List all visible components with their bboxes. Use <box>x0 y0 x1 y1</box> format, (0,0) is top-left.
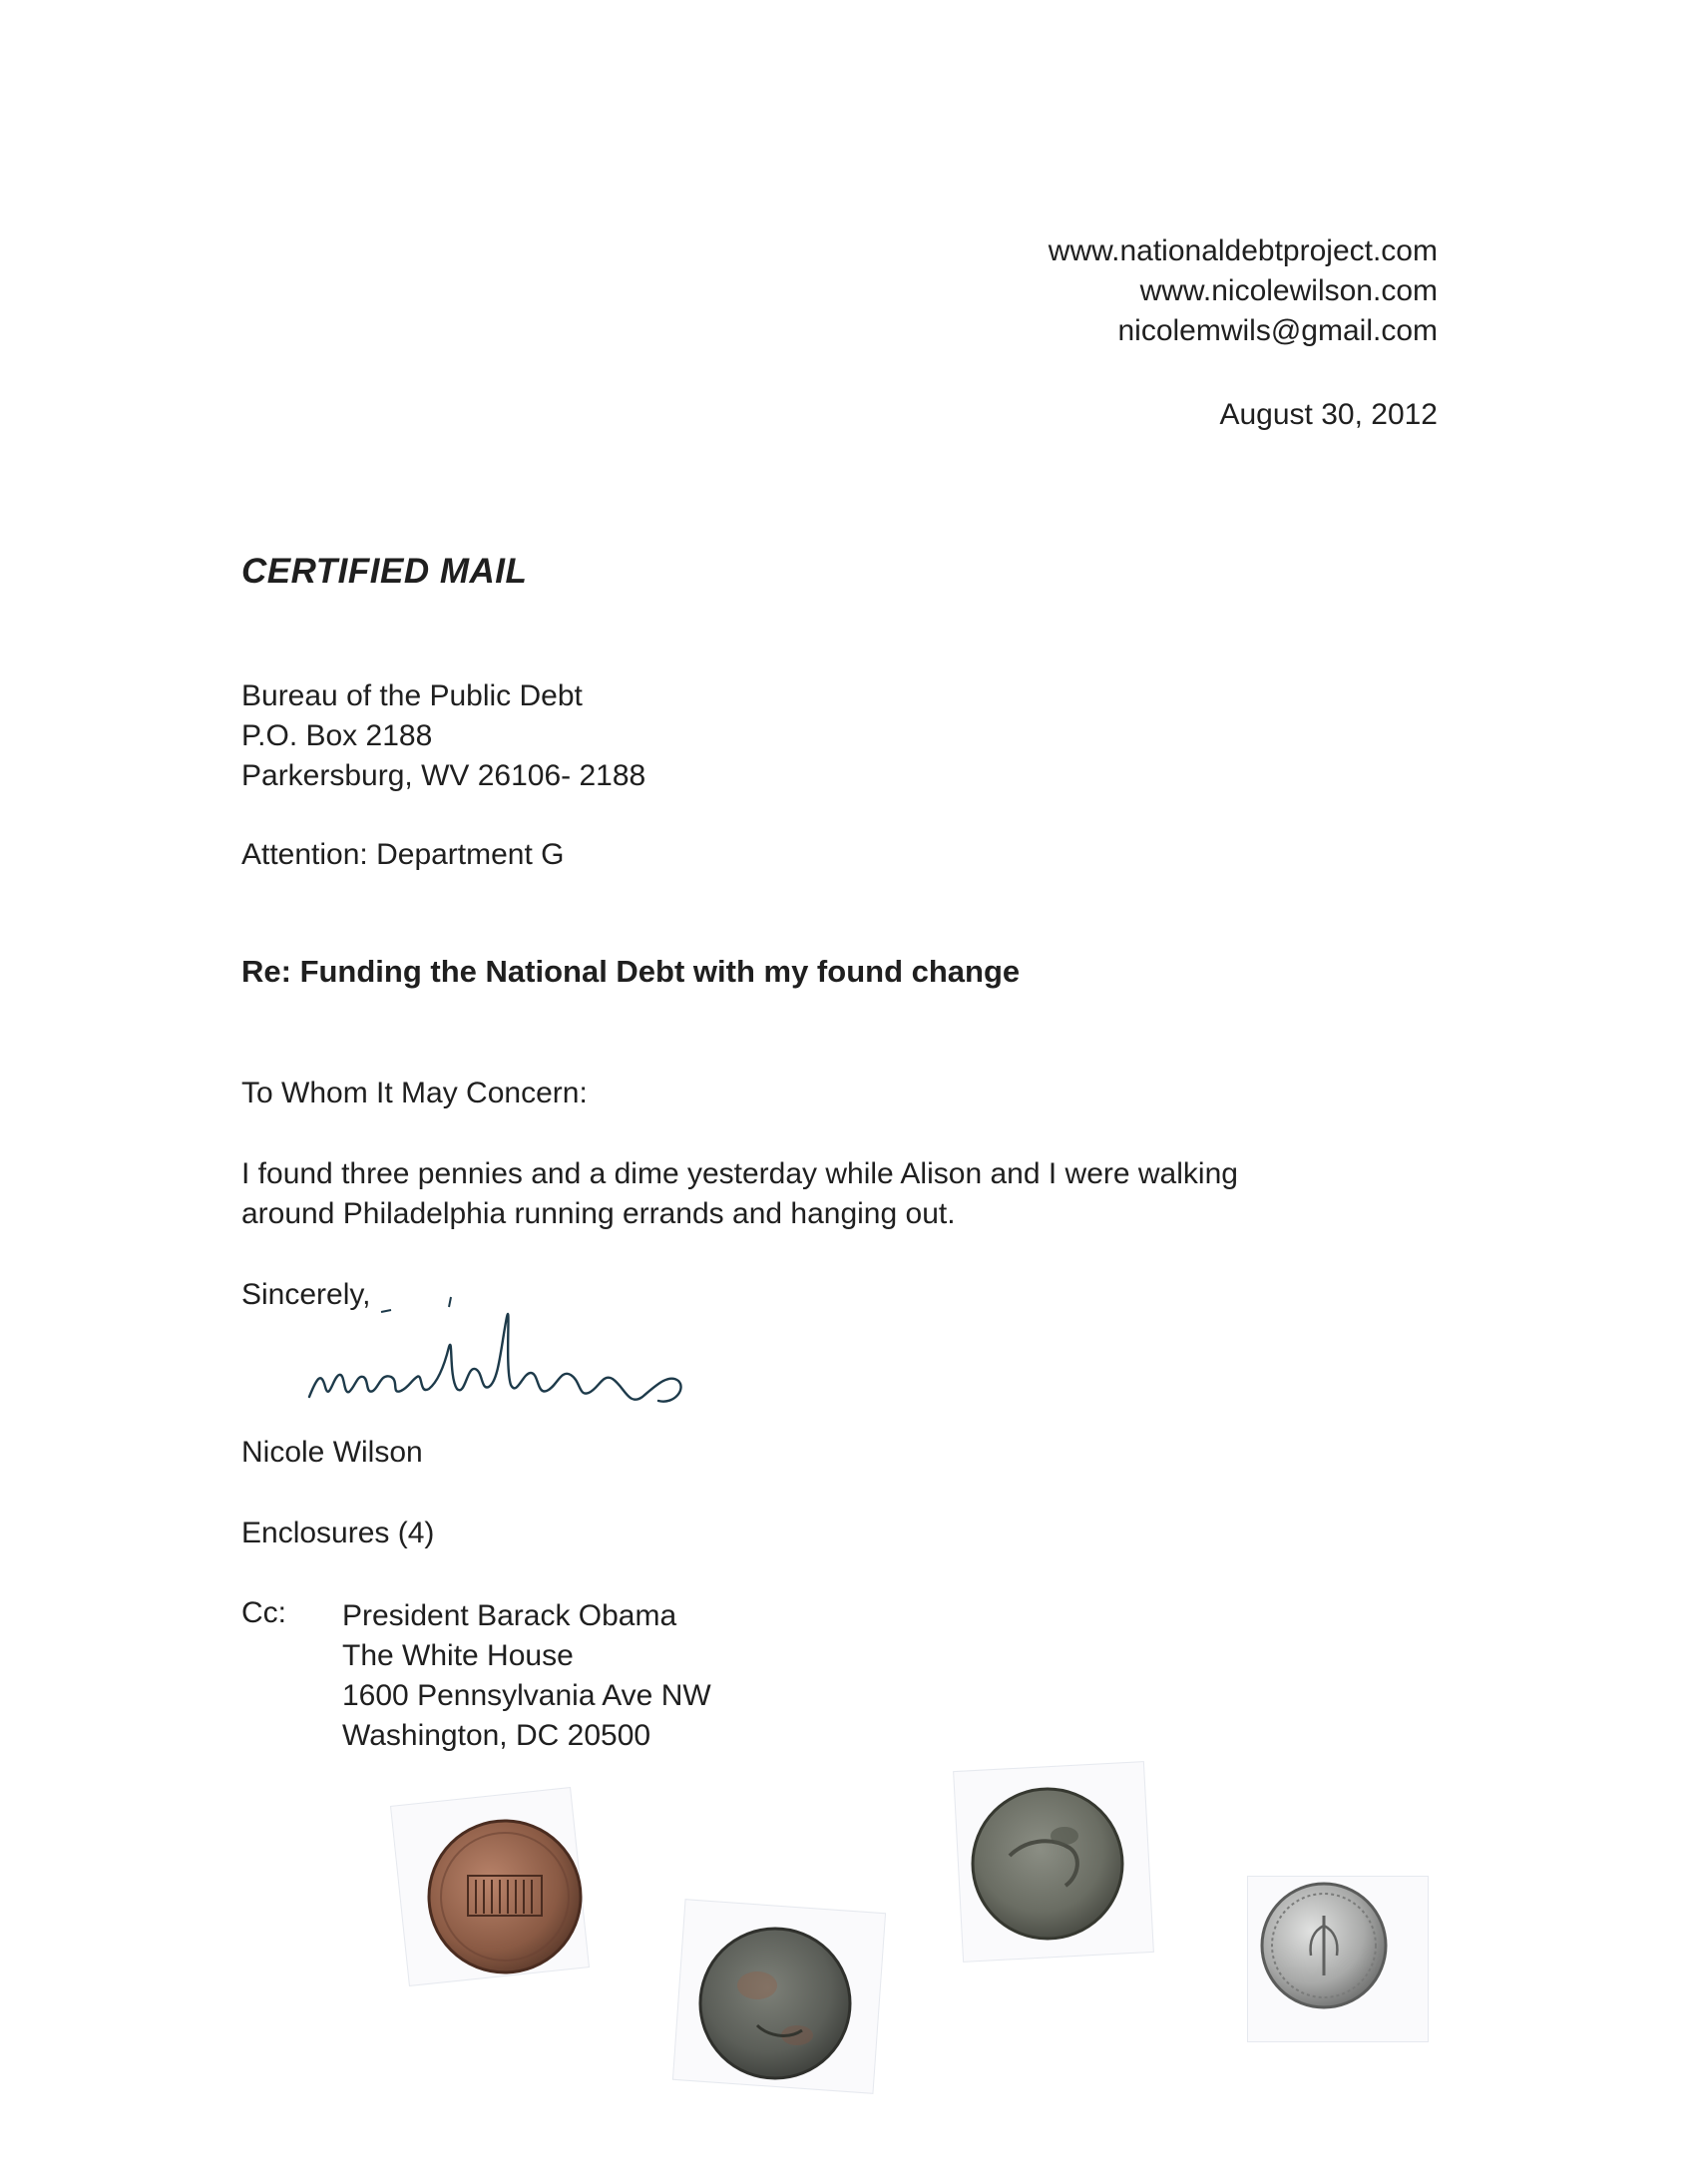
body-line: I found three pennies and a dime yesterday while Alison and I were walking <box>241 1157 1238 1190</box>
letter-date: August 30, 2012 <box>1219 398 1438 431</box>
cc-address <box>342 1596 711 1756</box>
recipient-address <box>241 676 645 796</box>
cc-line: Washington, DC 20500 <box>342 1719 651 1752</box>
salutation: To Whom It May Concern: <box>241 1077 588 1109</box>
subject-line: Re: Funding the National Debt with my found change <box>241 954 1021 989</box>
cc-line: The White House <box>342 1639 574 1672</box>
contact-block <box>1049 231 1438 351</box>
certified-mail-heading: CERTIFIED MAIL <box>241 552 528 591</box>
address-line: P.O. Box 2188 <box>241 719 433 752</box>
closing: Sincerely, <box>241 1278 371 1311</box>
website-line: www.nationaldebtproject.com <box>1048 234 1438 267</box>
enclosures-note: Enclosures (4) <box>241 1517 435 1549</box>
cc-line: 1600 Pennsylvania Ave NW <box>342 1679 711 1712</box>
body-line: around Philadelphia running errands and hanging out. <box>241 1197 956 1230</box>
dime-coin <box>1259 1881 1389 2010</box>
cc-line: President Barack Obama <box>342 1599 677 1632</box>
penny-coin-2 <box>697 1926 853 2081</box>
penny-coin-3 <box>970 1786 1125 1942</box>
email-line: nicolemwils@gmail.com <box>1117 314 1438 347</box>
attention-line: Attention: Department G <box>241 838 565 871</box>
cc-label: Cc: <box>241 1596 286 1629</box>
signer-name: Nicole Wilson <box>241 1436 423 1469</box>
letter-body <box>241 1154 1389 1234</box>
address-line: Parkersburg, WV 26106- 2188 <box>241 759 646 792</box>
website-line: www.nicolewilson.com <box>1139 274 1438 307</box>
handwritten-signature <box>299 1277 758 1427</box>
address-line: Bureau of the Public Debt <box>241 679 583 712</box>
penny-coin-1 <box>426 1818 584 1975</box>
